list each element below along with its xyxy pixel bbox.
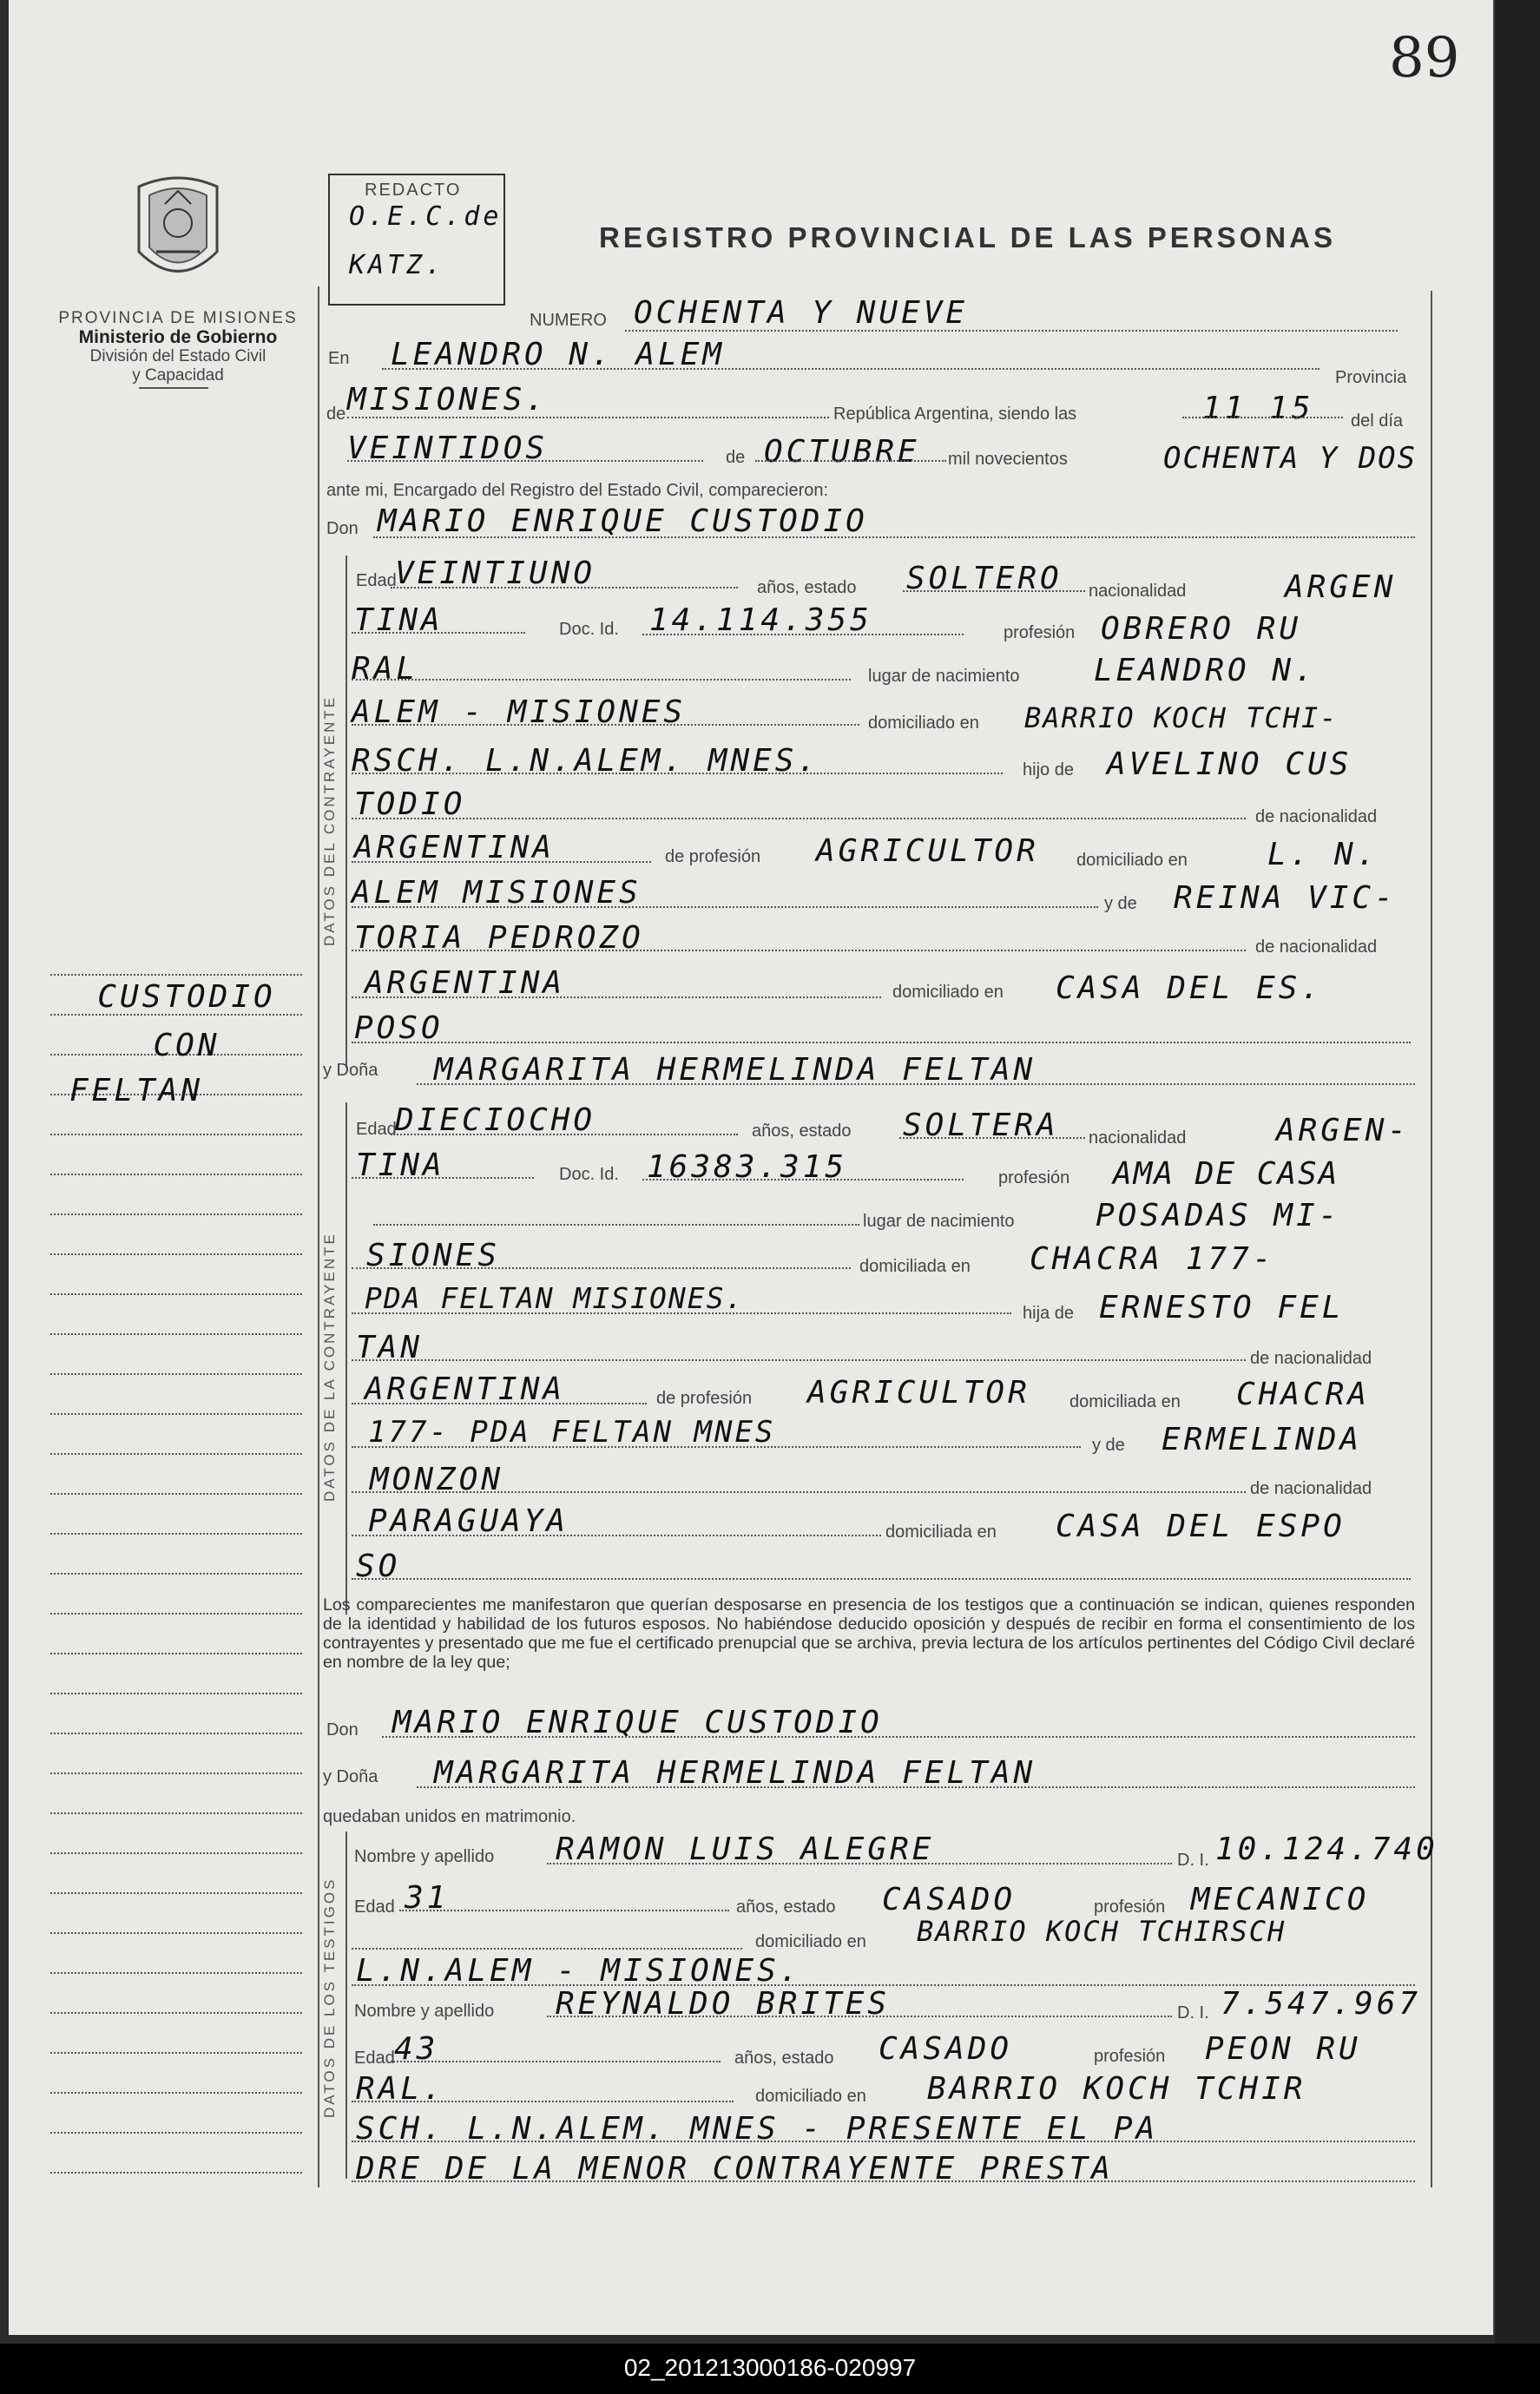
testigo2-profesion-label: profesión bbox=[1094, 2047, 1166, 2066]
right-border bbox=[1431, 291, 1432, 2187]
book-edge bbox=[1495, 0, 1540, 2344]
madre-value-2b: MONZON bbox=[370, 1462, 504, 1497]
domiciliada-en-label: domiciliada en bbox=[1069, 1392, 1181, 1411]
doc-value-2: 16383.315 bbox=[647, 1149, 848, 1185]
anios-estado-label: años, estado bbox=[757, 578, 857, 597]
testigo2-nombre-label: Nombre y apellido bbox=[354, 2002, 495, 2021]
ministry-rule bbox=[139, 387, 208, 389]
testigo1-domiciliado-label: domiciliado en bbox=[755, 1932, 866, 1951]
testigo1-profesion: MECANICO bbox=[1191, 1882, 1370, 1917]
de-label: de bbox=[326, 404, 346, 424]
padre-value-b: TODIO bbox=[354, 786, 466, 822]
stamp-line-1: O.E.C.de bbox=[349, 201, 503, 232]
contrayente-side-label: DATOS DEL CONTRAYENTE bbox=[321, 694, 338, 946]
hijo-de-label: hijo de bbox=[1023, 760, 1074, 779]
margin-ruled-line bbox=[50, 1533, 302, 1535]
declaration-don-label: Don bbox=[326, 1720, 359, 1740]
nacionalidad-label-2: nacionalidad bbox=[1089, 1128, 1187, 1148]
domiciliado-en-label: domiciliado en bbox=[1076, 851, 1188, 870]
provincia-label: Provincia bbox=[1335, 368, 1407, 387]
ministry-label: Ministerio de Gobierno bbox=[78, 327, 278, 347]
footer-id: 02_201213000186-020997 bbox=[623, 2354, 917, 2381]
don-label: Don bbox=[326, 519, 359, 538]
domicilio-value-b: RSCH. L.N.ALEM. MNES. bbox=[352, 743, 820, 779]
declaration-dona-label: y Doña bbox=[323, 1767, 378, 1786]
testigo2-di-label: D. I. bbox=[1177, 2003, 1209, 2022]
y-de-label-2: y de bbox=[1092, 1436, 1125, 1455]
testigo2-domicilio-b: SCH. L.N.ALEM. MNES - PRESENTE EL PA bbox=[356, 2111, 1159, 2147]
province-label: PROVINCIA DE MISIONES bbox=[58, 309, 298, 327]
domicilio-value-2b: PDA FELTAN MISIONES. bbox=[365, 1281, 745, 1315]
lugar-value-2a: POSADAS MI- bbox=[1096, 1198, 1341, 1233]
padre-nacionalidad: ARGENTINA bbox=[354, 830, 556, 865]
anios-estado-label-2: años, estado bbox=[752, 1121, 852, 1141]
en-value: LEANDRO N. ALEM bbox=[391, 337, 726, 372]
left-border bbox=[318, 286, 319, 2187]
redacto-stamp bbox=[328, 174, 505, 306]
margin-ruled-line bbox=[50, 2052, 302, 2054]
anio-value: OCHENTA Y DOS bbox=[1163, 441, 1418, 476]
margin-ruled-line bbox=[50, 1972, 302, 1974]
hija-de-label: hija de bbox=[1023, 1304, 1074, 1323]
margin-ruled-line bbox=[50, 1174, 302, 1175]
testigo1-nombre: RAMON LUIS ALEGRE bbox=[556, 1832, 935, 1867]
contrayenta-border bbox=[346, 1102, 347, 1615]
lugar-value-b: ALEM - MISIONES bbox=[352, 694, 687, 730]
margin-ruled-line bbox=[50, 2132, 302, 2134]
nacionalidad-value-a: ARGEN bbox=[1285, 569, 1397, 605]
madre-nacionalidad-2: PARAGUAYA bbox=[368, 1503, 569, 1539]
testigos-border bbox=[346, 1832, 347, 2179]
margin-ruled-line bbox=[50, 1733, 302, 1734]
margin-ruled-line bbox=[50, 1373, 302, 1375]
margin-ruled-line bbox=[50, 1812, 302, 1814]
domicilio-value-2a: CHACRA 177- bbox=[1030, 1241, 1275, 1277]
margin-ruled-line bbox=[50, 1213, 302, 1215]
margin-ruled-line bbox=[50, 1253, 302, 1255]
nacionalidad-value-2a: ARGEN- bbox=[1276, 1113, 1411, 1148]
padre-profesion-2: AGRICULTOR bbox=[807, 1375, 1030, 1411]
provincial-seal-icon bbox=[130, 169, 226, 291]
profesion-label-2: profesión bbox=[998, 1168, 1070, 1187]
madre-domicilio-2a: CASA DEL ESPO bbox=[1056, 1509, 1346, 1544]
de-nacionalidad-label-4: de nacionalidad bbox=[1250, 1479, 1372, 1498]
edad-value: VEINTIUNO bbox=[395, 556, 596, 591]
edad-value-2: DIECIOCHO bbox=[395, 1102, 596, 1138]
testigo1-di-label: D. I. bbox=[1177, 1851, 1209, 1870]
lugar-value-a: LEANDRO N. bbox=[1094, 653, 1317, 688]
margin-ruled-line bbox=[50, 1573, 302, 1575]
testigo2-domiciliado-label: domiciliado en bbox=[755, 2087, 866, 2106]
estado-value: SOLTERO bbox=[906, 561, 1063, 596]
domiciliado-label: domiciliado en bbox=[868, 714, 979, 733]
margin-ruled-line bbox=[50, 1653, 302, 1654]
testigo2-profesion-a: PEON RU bbox=[1205, 2031, 1361, 2067]
division-label-2: y Capacidad bbox=[132, 366, 224, 385]
de-nacionalidad-label: de nacionalidad bbox=[1255, 807, 1378, 826]
mil-label: mil novecientos bbox=[948, 450, 1068, 469]
margin-ruled-line bbox=[50, 2092, 302, 2094]
nacionalidad-value-2b: TINA bbox=[356, 1148, 445, 1183]
margin-ruled-line bbox=[50, 1772, 302, 1774]
testigo1-nombre-label: Nombre y apellido bbox=[354, 1847, 495, 1866]
domicilio-value-a: BARRIO KOCH TCHI- bbox=[1024, 701, 1339, 734]
testigo2-estado: CASADO bbox=[879, 2031, 1013, 2067]
profesion-value-b: RAL bbox=[352, 651, 419, 687]
edad-label: Edad bbox=[356, 571, 397, 590]
margin-ruled-line bbox=[50, 1613, 302, 1615]
page-number: 89 bbox=[1389, 26, 1460, 90]
doc-value: 14.114.355 bbox=[649, 602, 872, 638]
de-mes-label: de bbox=[726, 448, 746, 467]
testigo2-nombre: REYNALDO BRITES bbox=[556, 1986, 891, 2022]
stamp-label: REDACTO bbox=[365, 181, 462, 200]
de-profesion-label-2: de profesión bbox=[656, 1389, 753, 1408]
lugar-label: lugar de nacimiento bbox=[868, 667, 1020, 686]
mes-value: OCTUBRE bbox=[764, 434, 920, 470]
margin-note-line-3: FELTAN bbox=[69, 1073, 204, 1108]
dona-label: y Doña bbox=[323, 1061, 378, 1080]
doc-label: Doc. Id. bbox=[559, 620, 619, 639]
de-nacionalidad-label-3: de nacionalidad bbox=[1250, 1349, 1372, 1368]
madre-value-2a: ERMELINDA bbox=[1162, 1422, 1363, 1457]
declaration-paragraph: Los comparecientes me manifestaron que querían desposarse en presencia de los testigos que a continuación se indican, quienes responden de la identidad y habilidad de los futuros esposos. No habiéndose deducido oposición y después de recibir en forma el consentimiento de los contrayentes y presentado que me fue el certificado prenupcial que se archiva, previa lectura de los artículos pertinentes del Código Civil declaré en nombre de la ley que; bbox=[323, 1595, 1415, 1672]
madre-value-b: TORIA PEDROZO bbox=[354, 920, 644, 956]
padre-profesion: AGRICULTOR bbox=[816, 833, 1039, 869]
lugar-label-2: lugar de nacimiento bbox=[863, 1212, 1015, 1231]
testigo2-edad: 43 bbox=[394, 2031, 439, 2067]
padre-value-a: AVELINO CUS bbox=[1107, 746, 1352, 782]
margin-ruled-line bbox=[50, 2172, 302, 2174]
testigo1-anios-label: años, estado bbox=[736, 1897, 836, 1917]
testigos-side-label: DATOS DE LOS TESTIGOS bbox=[321, 1877, 338, 2118]
madre-value-a: REINA VIC- bbox=[1174, 880, 1397, 916]
margin-ruled-line bbox=[50, 1892, 302, 1894]
profesion-value-a: OBRERO RU bbox=[1101, 611, 1302, 647]
doc-label-2: Doc. Id. bbox=[559, 1165, 619, 1184]
profesion-value-2: AMA DE CASA bbox=[1113, 1156, 1339, 1192]
margin-ruled-line bbox=[50, 1932, 302, 1934]
testigo1-domicilio-a: BARRIO KOCH TCHIRSCH bbox=[917, 1915, 1287, 1948]
testigo1-doc: 10.124.740 bbox=[1215, 1832, 1438, 1867]
margin-note-line-1: CUSTODIO bbox=[97, 979, 276, 1015]
nacionalidad-value-b: TINA bbox=[354, 602, 444, 638]
testigo1-edad-label: Edad bbox=[354, 1897, 395, 1917]
testigo2-doc: 7.547.967 bbox=[1221, 1986, 1422, 2022]
padre-domicilio-a: L. N. bbox=[1267, 837, 1379, 872]
numero-value: OCHENTA Y NUEVE bbox=[634, 295, 969, 331]
testigo1-domicilio-b: L.N.ALEM - MISIONES. bbox=[356, 1953, 802, 1989]
testigo1-profesion-label: profesión bbox=[1094, 1897, 1166, 1917]
margin-ruled-line bbox=[50, 974, 302, 976]
testigo2-nota: DRE DE LA MENOR CONTRAYENTE PRESTA bbox=[356, 2151, 1114, 2187]
profesion-label: profesión bbox=[1004, 623, 1076, 642]
declaration-closing: quedaban unidos en matrimonio. bbox=[323, 1807, 576, 1826]
contrayente-name: MARIO ENRIQUE CUSTODIO bbox=[378, 503, 868, 539]
ministry-block bbox=[35, 309, 321, 385]
estado-value-2: SOLTERA bbox=[903, 1108, 1059, 1143]
domiciliada-label: domiciliada en bbox=[859, 1257, 971, 1276]
stamp-line-2: KATZ. bbox=[349, 250, 445, 280]
domiciliado-en-label-2: domiciliado en bbox=[892, 983, 1004, 1002]
y-de-label: y de bbox=[1104, 894, 1137, 913]
republica-label: República Argentina, siendo las bbox=[833, 404, 1077, 424]
document-title: REGISTRO PROVINCIAL DE LAS PERSONAS bbox=[599, 221, 1336, 253]
margin-ruled-line bbox=[50, 1453, 302, 1455]
madre-domicilio-2b: SO bbox=[356, 1549, 401, 1584]
contrayenta-side-label: DATOS DE LA CONTRAYENTE bbox=[321, 1232, 338, 1502]
margin-note-line-2: CON bbox=[153, 1028, 220, 1063]
margin-ruled-line bbox=[50, 1852, 302, 1854]
padre-domicilio-2b: 177- PDA FELTAN MNES bbox=[368, 1415, 776, 1450]
margin-ruled-line bbox=[50, 1413, 302, 1415]
margin-ruled-line bbox=[50, 2012, 302, 2014]
hora-value: 11 15 bbox=[1202, 391, 1314, 426]
testigo2-profesion-b: RAL. bbox=[356, 2071, 445, 2107]
contrayente-border bbox=[346, 556, 347, 1068]
numero-label: NUMERO bbox=[530, 311, 607, 330]
madre-domicilio-b: POSO bbox=[354, 1010, 444, 1046]
margin-ruled-line bbox=[50, 1134, 302, 1135]
lugar-value-2b: SIONES bbox=[366, 1238, 501, 1273]
dia-value: VEINTIDOS bbox=[347, 431, 549, 466]
declaration-don-value: MARIO ENRIQUE CUSTODIO bbox=[392, 1705, 883, 1740]
testigo1-estado: CASADO bbox=[882, 1882, 1017, 1917]
padre-nacionalidad-2: ARGENTINA bbox=[365, 1371, 566, 1407]
testigo2-anios-label: años, estado bbox=[734, 2049, 834, 2068]
testigo2-domicilio-a: BARRIO KOCH TCHIR bbox=[927, 2071, 1306, 2107]
margin-ruled-line bbox=[50, 1693, 302, 1694]
nacionalidad-label: nacionalidad bbox=[1089, 582, 1187, 601]
de-profesion-label: de profesión bbox=[665, 847, 761, 866]
del-dia-label: del día bbox=[1351, 411, 1404, 431]
domiciliada-en-label-2: domiciliada en bbox=[885, 1523, 997, 1542]
padre-value-2b: TAN bbox=[356, 1330, 424, 1365]
provincia-value: MISIONES. bbox=[347, 382, 549, 418]
madre-nacionalidad: ARGENTINA bbox=[365, 965, 566, 1001]
de-nacionalidad-label-2: de nacionalidad bbox=[1255, 937, 1378, 957]
margin-ruled-line bbox=[50, 1493, 302, 1495]
margin-ruled-line bbox=[50, 1333, 302, 1335]
declaration-dona-value: MARGARITA HERMELINDA FELTAN bbox=[434, 1755, 1037, 1791]
division-label: División del Estado Civil bbox=[89, 347, 267, 365]
en-label: En bbox=[328, 349, 350, 368]
ante-mi-text: ante mi, Encargado del Registro del Estado Civil, comparecieron: bbox=[326, 481, 829, 500]
testigo2-edad-label: Edad bbox=[354, 2049, 395, 2068]
padre-domicilio-b: ALEM MISIONES bbox=[352, 875, 642, 911]
testigo1-edad: 31 bbox=[405, 1880, 450, 1916]
edad-label-2: Edad bbox=[356, 1120, 397, 1139]
padre-domicilio-2a: CHACRA bbox=[1236, 1377, 1371, 1412]
madre-domicilio-a: CASA DEL ES. bbox=[1056, 970, 1324, 1006]
contrayenta-name: MARGARITA HERMELINDA FELTAN bbox=[434, 1052, 1037, 1088]
padre-value-2a: ERNESTO FEL bbox=[1099, 1290, 1345, 1325]
margin-ruled-line bbox=[50, 1293, 302, 1295]
